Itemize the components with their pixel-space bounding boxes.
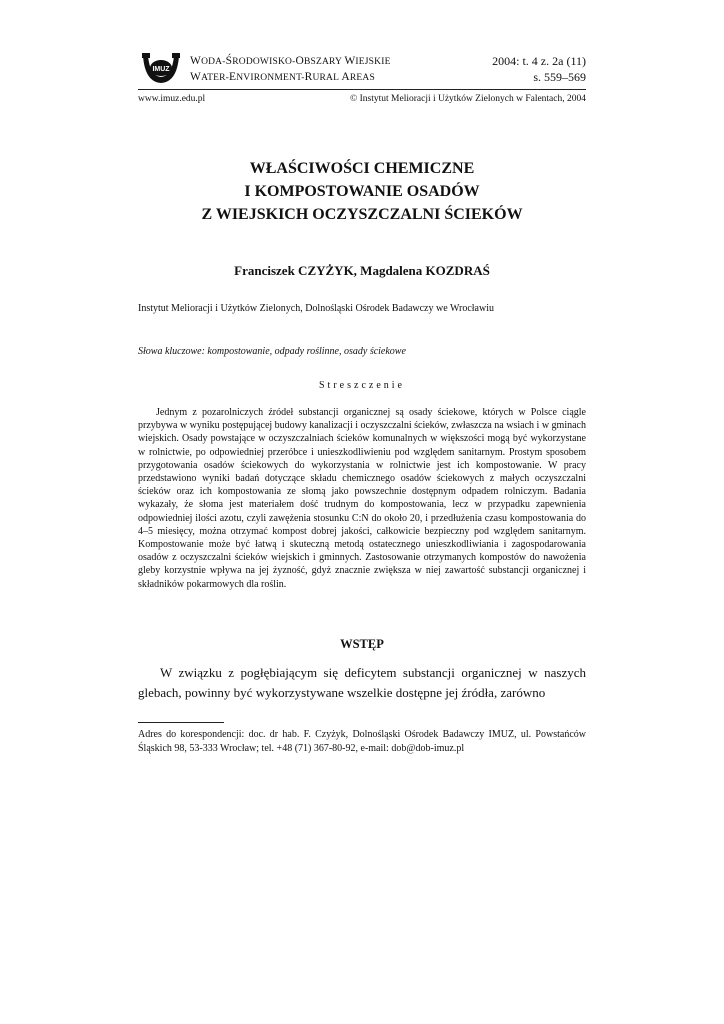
journal-name-en bbox=[190, 71, 375, 83]
journal-name-initial: E bbox=[228, 71, 237, 83]
issue-info: 2004: t. 4 z. 2a (11) bbox=[492, 54, 586, 68]
website-link[interactable]: www.imuz.edu.pl bbox=[138, 94, 206, 104]
affiliation: Instytut Melioracji i Użytków Zielonych, Dolnośląski Ośrodek Badawczy we Wrocławiu bbox=[138, 303, 494, 314]
abstract-text: Jednym z pozarolniczych źródeł substancji organicznej są osady ściekowe, których w Polsce ciągle przybywa w wyniku postępującej budowy kanalizacji i oczyszczalni ścieków, zwłaszcza na wsiach i w gminach wiejskich. Osady powstające w oczyszczalniach ścieków komunalnych w większości mogą być wykorzystane w rolnictwie, po odpowiedniej przeróbce i unieszkodliwieniu pod względem sanitarnym. Prostym sposobem przygotowania osadów ściekowych do wykorzystania w rolnictwie jest ich kompostowanie. W pracy przedstawiono wyniki badań dotyczące składu chemicznego osadów ściekowych z małych oczyszczalni ścieków oraz ich kompostowania ze słomą jako powszechnie dostępnym odpadem rolniczym. Badania wykazały, że słoma jest materiałem dość trudnym do kompostowania, lecz w przypadku zapewnienia odpowiedniej ilości azotu, czyli zawężenia stosunku C:N do około 20, i przedłużenia czasu kompostowania do 4–5 miesięcy, można otrzymać kompost dobrej jakości, całkowicie bezpieczny pod względem sanitarnym. Kompostowanie może być łatwą i skuteczną metodą ostatecznego unieszkodliwiania i zagospodarowania osadów z oczyszczalni ścieków wiejskich i gminnych. Zastosowanie otrzymanych kompostów do nawożenia gleby korzystnie wpływa na jej żyzność, gdyż znacznie zwiększa w niej zawartość substancji organicznej i składników pokarmowych dla roślin. bbox=[138, 407, 586, 590]
footnote-rule bbox=[138, 722, 224, 723]
abstract-heading: Streszczenie bbox=[319, 380, 405, 391]
journal-name-pl bbox=[190, 55, 391, 67]
authors: Franciszek CZYŻYK, Magdalena KOZDRAŚ bbox=[234, 263, 490, 278]
title-line: WŁAŚCIWOŚCI CHEMICZNE bbox=[249, 160, 475, 177]
page-range: s. 559–569 bbox=[533, 70, 586, 84]
title-line: I KOMPOSTOWANIE OSADÓW bbox=[244, 183, 480, 200]
copyright-note: © Instytut Melioracji i Użytków Zielonych w Falentach, 2004 bbox=[350, 94, 586, 104]
intro-paragraph: W związku z pogłębiającym się deficytem substancji organicznej w naszych glebach, powinny być wykorzystywane wszelkie dostępne jej źródła, zarówno bbox=[138, 665, 586, 700]
journal-name-initial: A bbox=[341, 71, 350, 83]
journal-name-rest: RODOWISKO- bbox=[232, 57, 296, 67]
header-rule bbox=[138, 89, 586, 90]
journal-name-rest: REAS bbox=[349, 73, 375, 83]
journal-name-rest: ODA- bbox=[201, 57, 226, 67]
article-title bbox=[138, 157, 586, 226]
journal-name-rest: URAL bbox=[312, 73, 342, 83]
journal-name-initial: O bbox=[295, 55, 304, 67]
journal-name-initial: R bbox=[304, 71, 313, 83]
imuz-logo bbox=[141, 52, 181, 86]
journal-name-initial: W bbox=[344, 55, 356, 67]
journal-name-rest: BSZARY bbox=[303, 57, 345, 67]
journal-name-initial: W bbox=[190, 55, 202, 67]
journal-name-rest: IEJSKIE bbox=[355, 57, 391, 67]
journal-name-initial: W bbox=[190, 71, 202, 83]
journal-name-initial: Ś bbox=[225, 55, 233, 67]
journal-name-rest: NVIRONMENT- bbox=[236, 73, 305, 83]
title-line: Z WIEJSKICH OCZYSZCZALNI ŚCIEKÓW bbox=[201, 206, 523, 223]
logo-text: IMUZ bbox=[152, 66, 170, 73]
section-heading: WSTĘP bbox=[340, 637, 384, 651]
journal-name-rest: ATER- bbox=[201, 73, 229, 83]
footnote: Adres do korespondencji: doc. dr hab. F. Czyżyk, Dolnośląski Ośrodek Badawczy IMUZ, ul. Powstańców Śląskich 98, 53-333 Wrocław; tel. +48 (71) 367-80-92, e-mail: dob@dob-imuz.pl bbox=[138, 729, 586, 754]
keywords: Słowa kluczowe: kompostowanie, odpady roślinne, osady ściekowe bbox=[138, 346, 406, 357]
